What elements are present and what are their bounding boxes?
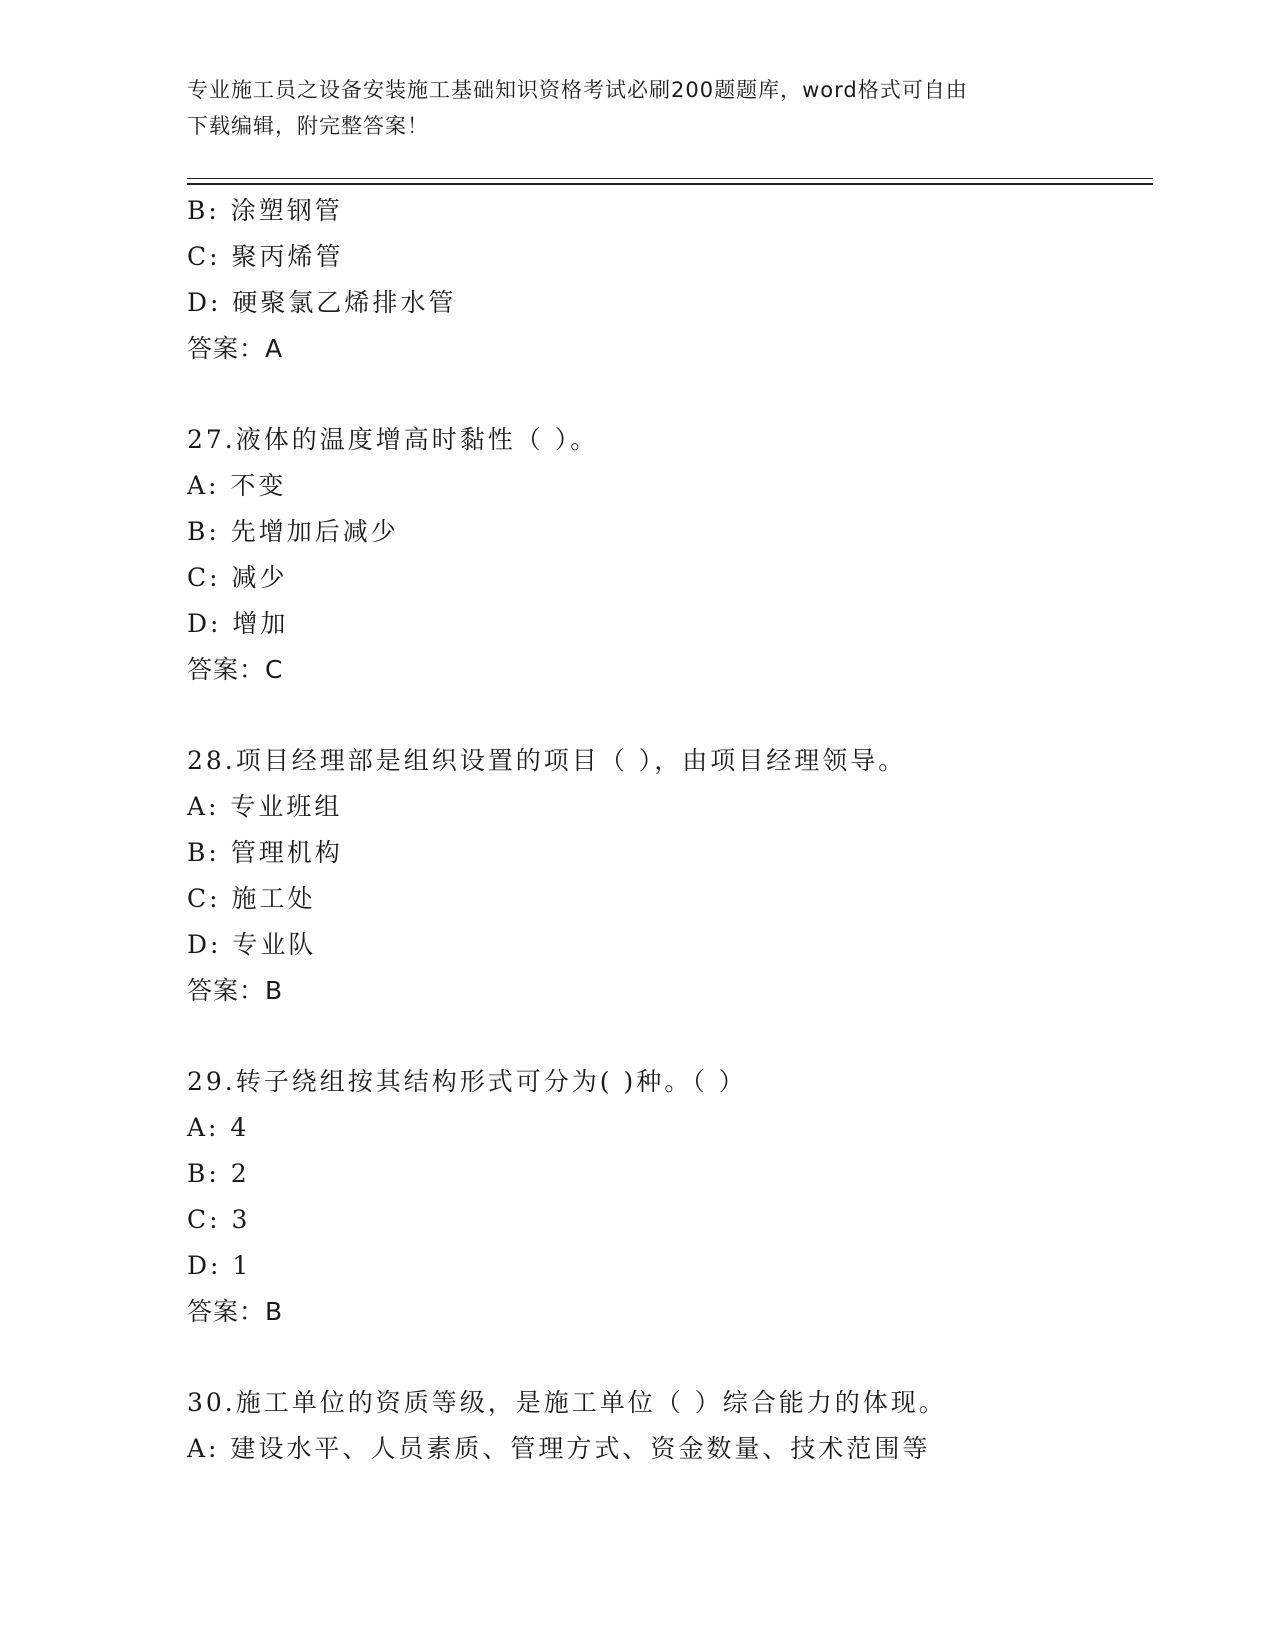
option-d: D: 专业队 xyxy=(187,930,317,959)
question-27 xyxy=(187,417,1147,693)
answer: 答案：B xyxy=(187,1297,284,1326)
option-d: D: 增加 xyxy=(187,609,289,638)
option-c: C: 施工处 xyxy=(187,884,316,913)
question-text: 27.液体的温度增高时黏性（ ）。 xyxy=(187,425,599,454)
option-c: C: 减少 xyxy=(187,563,288,592)
header-title-line-2: 下载编辑，附完整答案！ xyxy=(187,114,429,138)
answer: 答案：C xyxy=(187,655,284,684)
question-26-continued xyxy=(187,188,1147,372)
option-b: B: 涂塑钢管 xyxy=(187,196,343,225)
option-b: B: 先增加后减少 xyxy=(187,517,399,546)
option-a: A: 4 xyxy=(187,1113,250,1142)
question-30 xyxy=(187,1380,1147,1472)
header-title-line-1: 专业施工员之设备安装施工基础知识资格考试必刷200题题库，word格式可自由 xyxy=(187,78,968,102)
question-text: 28.项目经理部是组织设置的项目（ ），由项目经理领导。 xyxy=(187,746,907,775)
header-divider-thick xyxy=(187,183,1153,185)
question-text: 30.施工单位的资质等级，是施工单位（ ）综合能力的体现。 xyxy=(187,1388,947,1417)
option-a: A: 建设水平、人员素质、管理方式、资金数量、技术范围等 xyxy=(187,1434,931,1463)
option-b: B: 管理机构 xyxy=(187,838,343,867)
option-b: B: 2 xyxy=(187,1159,250,1188)
document-header xyxy=(187,72,1087,144)
question-text: 29.转子绕组按其结构形式可分为( )种。（ ） xyxy=(187,1067,747,1096)
option-d: D: 硬聚氯乙烯排水管 xyxy=(187,288,457,317)
option-a: A: 专业班组 xyxy=(187,792,343,821)
answer: 答案：A xyxy=(187,334,284,363)
option-c: C: 聚丙烯管 xyxy=(187,242,344,271)
question-list xyxy=(187,188,1147,1472)
answer: 答案：B xyxy=(187,976,284,1005)
option-c: C: 3 xyxy=(187,1205,251,1234)
option-a: A: 不变 xyxy=(187,471,287,500)
question-29 xyxy=(187,1059,1147,1335)
header-divider-thin xyxy=(187,178,1153,179)
question-28 xyxy=(187,738,1147,1014)
option-d: D: 1 xyxy=(187,1251,252,1280)
